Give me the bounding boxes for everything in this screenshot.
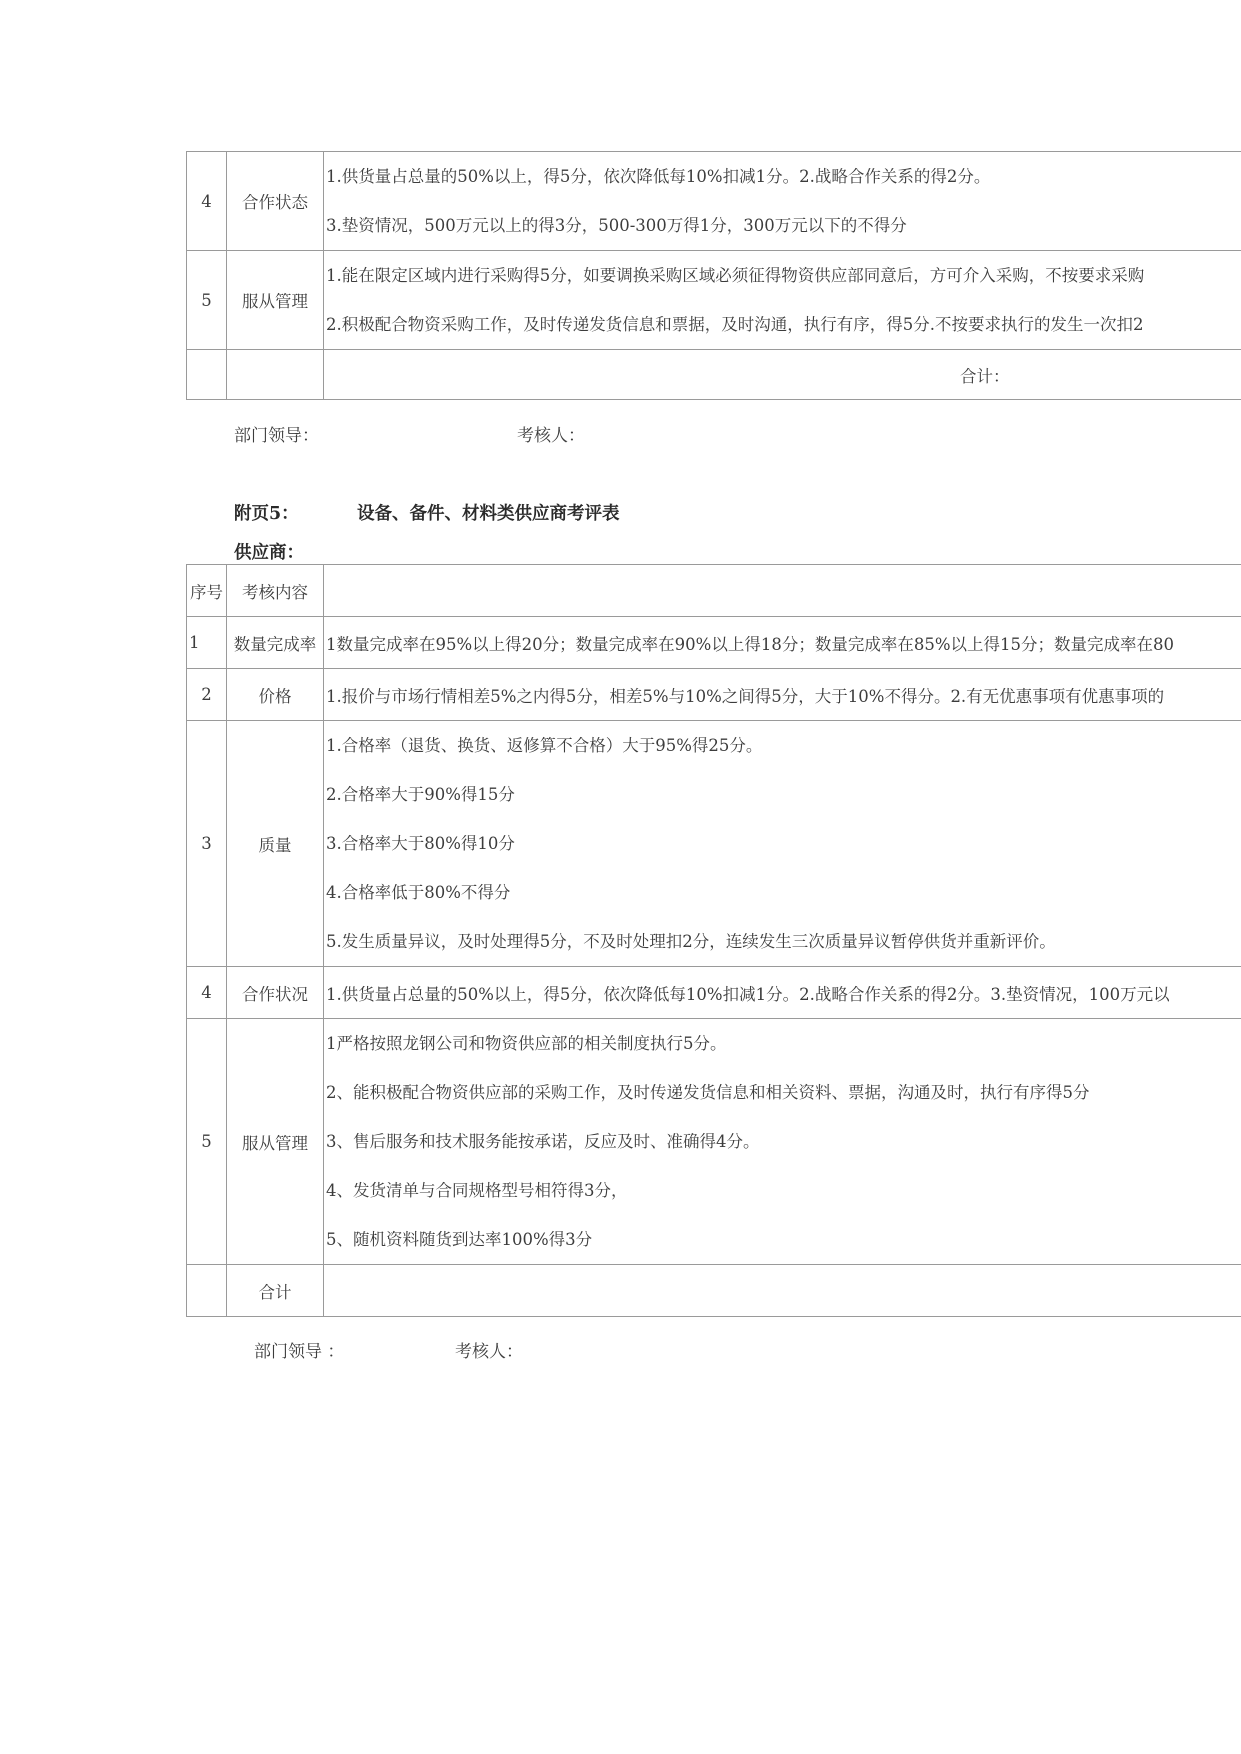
- table-row: [187, 967, 1241, 1019]
- criterion-name: 价格: [227, 669, 324, 721]
- description-line: 3.合格率大于80%得10分: [326, 834, 515, 853]
- department-leader-label: 部门领导：: [234, 426, 319, 446]
- table-row-total: [187, 350, 1241, 400]
- row-number: 1: [187, 617, 227, 669]
- empty-cell: [324, 1265, 1241, 1317]
- criterion-description: [324, 1019, 1241, 1265]
- criterion-description: [324, 251, 1241, 350]
- table-row: [187, 152, 1241, 251]
- criterion-name: 合作状态: [227, 152, 324, 251]
- empty-cell: [187, 350, 227, 400]
- criterion-description: [324, 152, 1241, 251]
- description-line: 5、随机资料随货到达率100%得3分: [326, 1230, 593, 1249]
- criterion-name: 合作状况: [227, 967, 324, 1019]
- description-line: 4、发货清单与合同规格型号相符得3分，: [326, 1181, 628, 1200]
- criterion-name: 质量: [227, 721, 324, 967]
- criterion-description: [324, 967, 1241, 1019]
- department-leader-label: 部门领导 ：: [254, 1342, 345, 1362]
- empty-cell: [227, 350, 324, 400]
- appendix-title: 设备、备件、材料类供应商考评表: [357, 504, 620, 524]
- table-row: [187, 251, 1241, 350]
- criterion-name: 服从管理: [227, 251, 324, 350]
- reviewer-label: 考核人：: [517, 426, 585, 446]
- description-line: 2.积极配合物资采购工作，及时传递发货信息和票据，及时沟通，执行有序，得5分.不按要求执行的发生一次扣2: [326, 315, 1144, 334]
- criterion-description: [324, 669, 1241, 721]
- total-label: 合计: [227, 1265, 324, 1317]
- description-line: 1.合格率（退货、换货、返修算不合格）大于95%得25分。: [326, 736, 763, 755]
- description-line: 3.垫资情况，500万元以上的得3分，500-300万得1分，300万元以下的不得分: [326, 216, 907, 235]
- description-line: 1数量完成率在95%以上得20分；数量完成率在90%以上得18分；数量完成率在85%以上得15分；数量完成率在80: [326, 634, 1175, 654]
- empty-cell: [324, 565, 1241, 617]
- evaluation-table-continued: [186, 151, 1241, 400]
- table-header-row: [187, 565, 1241, 617]
- row-number: 4: [187, 152, 227, 251]
- description-line: 5.发生质量异议，及时处理得5分，不及时处理扣2分，连续发生三次质量异议暂停供货并重新评价。: [326, 932, 1056, 951]
- row-number: 5: [187, 251, 227, 350]
- supplier-evaluation-table: [186, 564, 1241, 1317]
- description-line: 3、售后服务和技术服务能按承诺，反应及时、准确得4分。: [326, 1132, 760, 1151]
- supplier-label: 供应商：: [234, 543, 304, 563]
- row-number: 4: [187, 967, 227, 1019]
- description-line: 1.供货量占总量的50%以上，得5分，依次降低每10%扣减1分。2.战略合作关系的得2分。3.垫资情况，100万元以: [326, 984, 1170, 1004]
- empty-cell: [187, 1265, 227, 1317]
- header-content: 考核内容: [227, 565, 324, 617]
- row-number: 2: [187, 669, 227, 721]
- header-number: 序号: [187, 565, 227, 617]
- row-number: 3: [187, 721, 227, 967]
- description-line: 1.能在限定区域内进行采购得5分，如要调换采购区域必须征得物资供应部同意后，方可介入采购，不按要求采购: [326, 266, 1145, 285]
- description-line: 1.报价与市场行情相差5%之内得5分，相差5%与10%之间得5分，大于10%不得分。2.有无优惠事项有优惠事项的: [326, 686, 1165, 706]
- table-row: [187, 1019, 1241, 1265]
- criterion-description: [324, 721, 1241, 967]
- table-row: [187, 721, 1241, 967]
- table-row: [187, 669, 1241, 721]
- criterion-name: 数量完成率: [227, 617, 324, 669]
- description-line: 2.合格率大于90%得15分: [326, 785, 515, 804]
- criterion-name: 服从管理: [227, 1019, 324, 1265]
- table-row-total: [187, 1265, 1241, 1317]
- description-line: 1.供货量占总量的50%以上，得5分，依次降低每10%扣减1分。2.战略合作关系的得2分。: [326, 167, 991, 186]
- table-row: [187, 617, 1241, 669]
- description-line: 1严格按照龙钢公司和物资供应部的相关制度执行5分。: [326, 1034, 727, 1053]
- description-line: 2、能积极配合物资供应部的采购工作，及时传递发货信息和相关资料、票据，沟通及时，执行有序得5分: [326, 1083, 1090, 1102]
- description-line: 4.合格率低于80%不得分: [326, 883, 511, 902]
- criterion-description: [324, 617, 1241, 669]
- total-cell: [324, 350, 1241, 400]
- appendix-label: 附页5：: [234, 504, 299, 524]
- row-number: 5: [187, 1019, 227, 1265]
- reviewer-label: 考核人：: [455, 1342, 523, 1362]
- total-label: 合计：: [960, 366, 1010, 386]
